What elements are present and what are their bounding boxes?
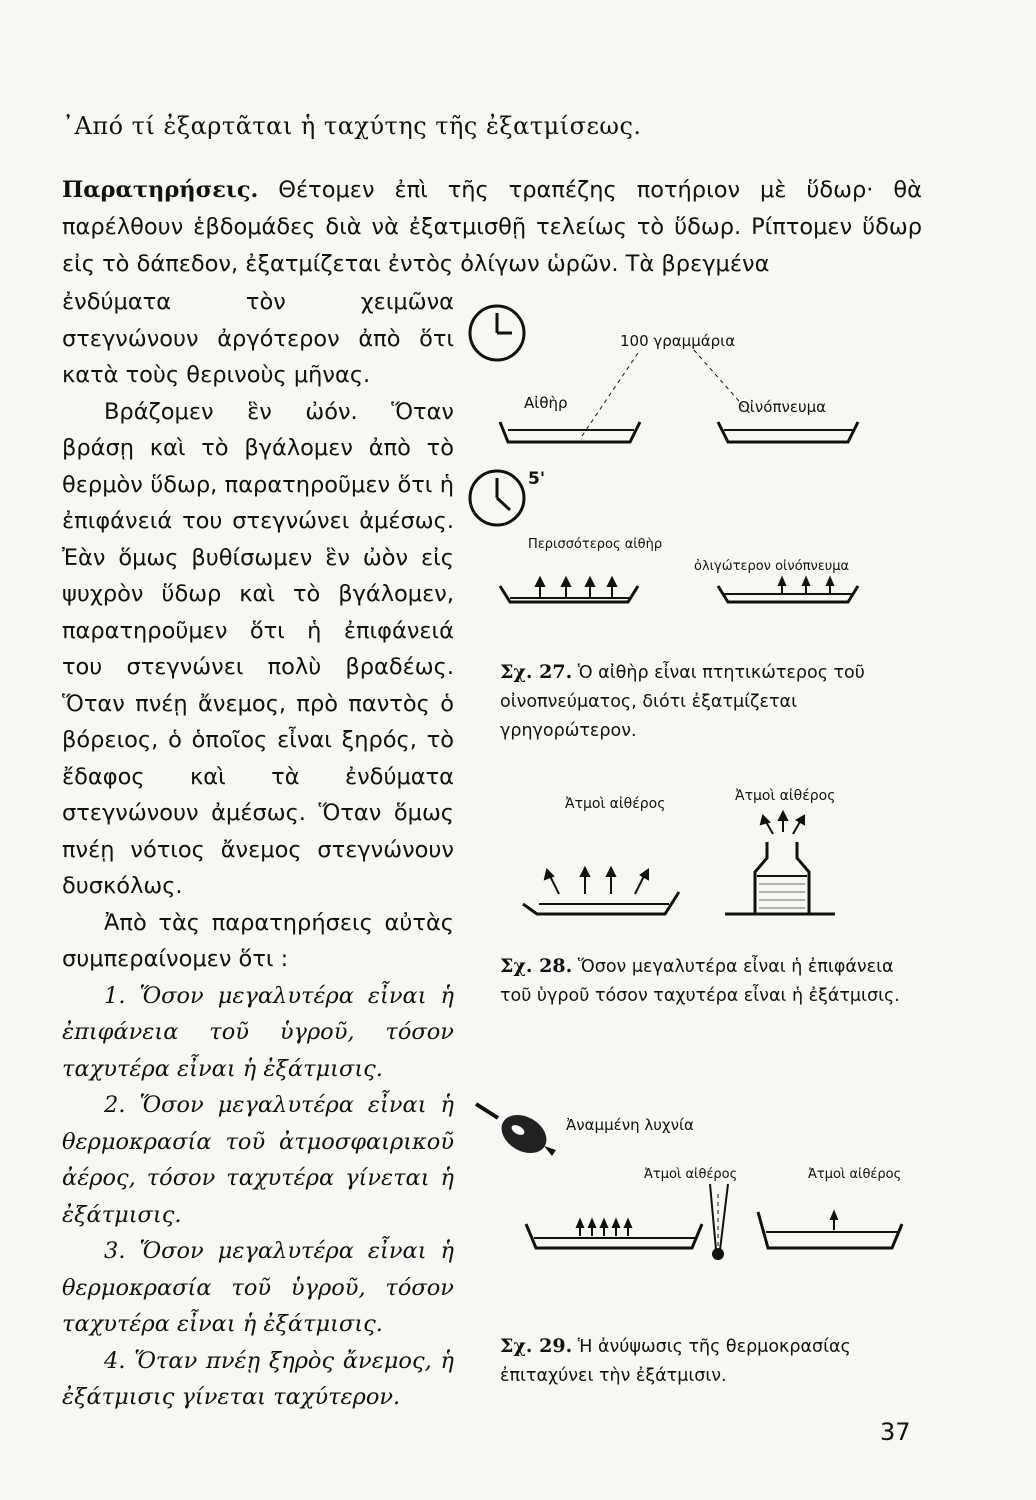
figure-28: [515, 776, 875, 926]
text-column: [62, 284, 454, 1416]
vapors-right-label: Ἀτμοὶ αἰθέρος: [735, 788, 836, 804]
lamp-label: Ἀναμμένη λυχνία: [566, 1116, 694, 1134]
figure-28-number: Σχ. 28.: [500, 955, 573, 977]
conclusion-2: 2. Ὅσον μεγαλυτέρα εἶναι ἡ θερμοκρασία τοῦ ἀτμοσφαιρικοῦ ἀέρος, τόσον ταχυτέρα γίνεται ἡ ἐξάτμισις.: [62, 1092, 454, 1228]
conclusion-1: 1. Ὅσον μεγαλυτέρα εἶναι ἡ ἐπιφάνεια τοῦ ὑγροῦ, τόσον ταχυτέρα εἶναι ἡ ἐξάτμισις.: [62, 982, 454, 1082]
figure-27-text: Ὁ αἰθὴρ εἶναι πτητικώτερος τοῦ οἰνοπνεύματος, διότι ἐξατμίζεται γρηγορώτερον.: [500, 663, 865, 741]
paragraph-conclusion-intro: Ἀπὸ τὰς παρατηρήσεις αὐτὰς συμπεραίνομεν ὅτι :: [62, 909, 454, 972]
paragraph-clothes: ἐνδύματα τὸν χειμῶνα στεγνώνουν ἀργότερον ἀπὸ ὅτι κατὰ τοὺς θερινοὺς μῆνας.: [62, 289, 454, 388]
alcohol-label: Οἰνόπνευμα: [738, 398, 827, 416]
vapors-left-label: Ἀτμοὶ αἰθέρος: [565, 796, 666, 812]
figure-28-text: Ὅσον μεγαλυτέρα εἶναι ἡ ἐπιφάνεια τοῦ ὑγροῦ τόσον ταχυτέρα εἶναι ἡ ἐξάτμισις.: [500, 957, 900, 1006]
figure-29: [462, 1100, 912, 1270]
figure-27: [462, 298, 902, 618]
paragraph-egg: Βράζομεν ἓν ὠόν. Ὅταν βράσῃ καὶ τὸ βγάλομεν ἀπὸ τὸ θερμὸν ὕδωρ, παρατηροῦμεν ὅτι ἡ ἐπιφάνειά του στεγνώνει ἀμέσως. Ἐὰν ὅμως βυθίσωμεν ἓν ὠὸν εἰς ψυχρὸν ὕδωρ καὶ τὸ βγάλομεν, παρατηροῦμεν ὅτι ἡ ἐπιφάνειά του στεγνώνει πολὺ βραδέως. Ὅταν πνέῃ ἄνεμος, πρὸ παντὸς ὁ βόρειος, ὁ ὁποῖος εἶναι ξηρός, τὸ ἔδαφος καὶ τὰ ἐνδύματα στεγνώνουν ἀμέσως. Ὅταν ὅμως πνέῃ νότιος ἄνεμος στεγνώνουν δυσκόλως.: [62, 398, 454, 899]
figure-27-caption: [500, 658, 900, 746]
less-alcohol-label: ὀλιγώτερον οἰνόπνευμα: [694, 559, 850, 574]
figure-29-text: Ἡ ἀνύψωσις τῆς θερμοκρασίας ἐπιταχύνει τὴν ἐξάτμισιν.: [500, 1337, 851, 1386]
conclusion-3: 3. Ὅσον μεγαλυτέρα εἶναι ἡ θερμοκρασία τοῦ ὑγροῦ, τόσον ταχυτέρα εἶναι ἡ ἐξάτμισις.: [62, 1238, 454, 1337]
intro-paragraph: [62, 172, 922, 283]
section-heading: ᾿Από τί ἐξαρτᾶται ἡ ταχύτης τῆς ἐξατμίσεως.: [62, 112, 642, 140]
clock-icon: [470, 306, 524, 360]
grams-label: 100 γραμμάρια: [620, 332, 736, 350]
intro-text: Θέτομεν ἐπὶ τῆς τραπέζης ποτήριον μὲ ὕδωρ· θὰ παρέλθουν ἑβδομάδες διὰ νὰ ἐξατμισθῇ τελείως τὸ ὕδωρ. Ρίπτομεν ὕδωρ εἰς τὸ δάπεδον, ἐξατμίζεται ἐντὸς ὀλίγων ὡρῶν. Τὰ βρεγμένα: [62, 177, 922, 277]
clock-icon-2: [470, 471, 524, 525]
figure-29-number: Σχ. 29.: [500, 1335, 573, 1357]
figure-29-caption: [500, 1332, 900, 1391]
ether-label: Αἰθὴρ: [524, 394, 568, 412]
conclusion-4: 4. Ὅταν πνέῃ ξηρὸς ἄνεμος, ἡ ἐξάτμισις γίνεται ταχύτερον.: [62, 1347, 454, 1410]
minutes-label: 5': [528, 469, 546, 489]
figure-27-number: Σχ. 27.: [500, 661, 573, 683]
vapors-left-label-29: Ἀτμοὶ αἰθέρος: [644, 1167, 738, 1182]
figure-28-caption: [500, 952, 900, 1011]
more-ether-label: Περισσότερος αἰθὴρ: [528, 537, 663, 552]
lamp-icon: [476, 1104, 556, 1161]
vapors-right-label-29: Ἀτμοὶ αἰθέρος: [808, 1167, 902, 1182]
page-number: 37: [880, 1418, 911, 1446]
observations-lead: Παρατηρήσεις.: [62, 177, 259, 203]
